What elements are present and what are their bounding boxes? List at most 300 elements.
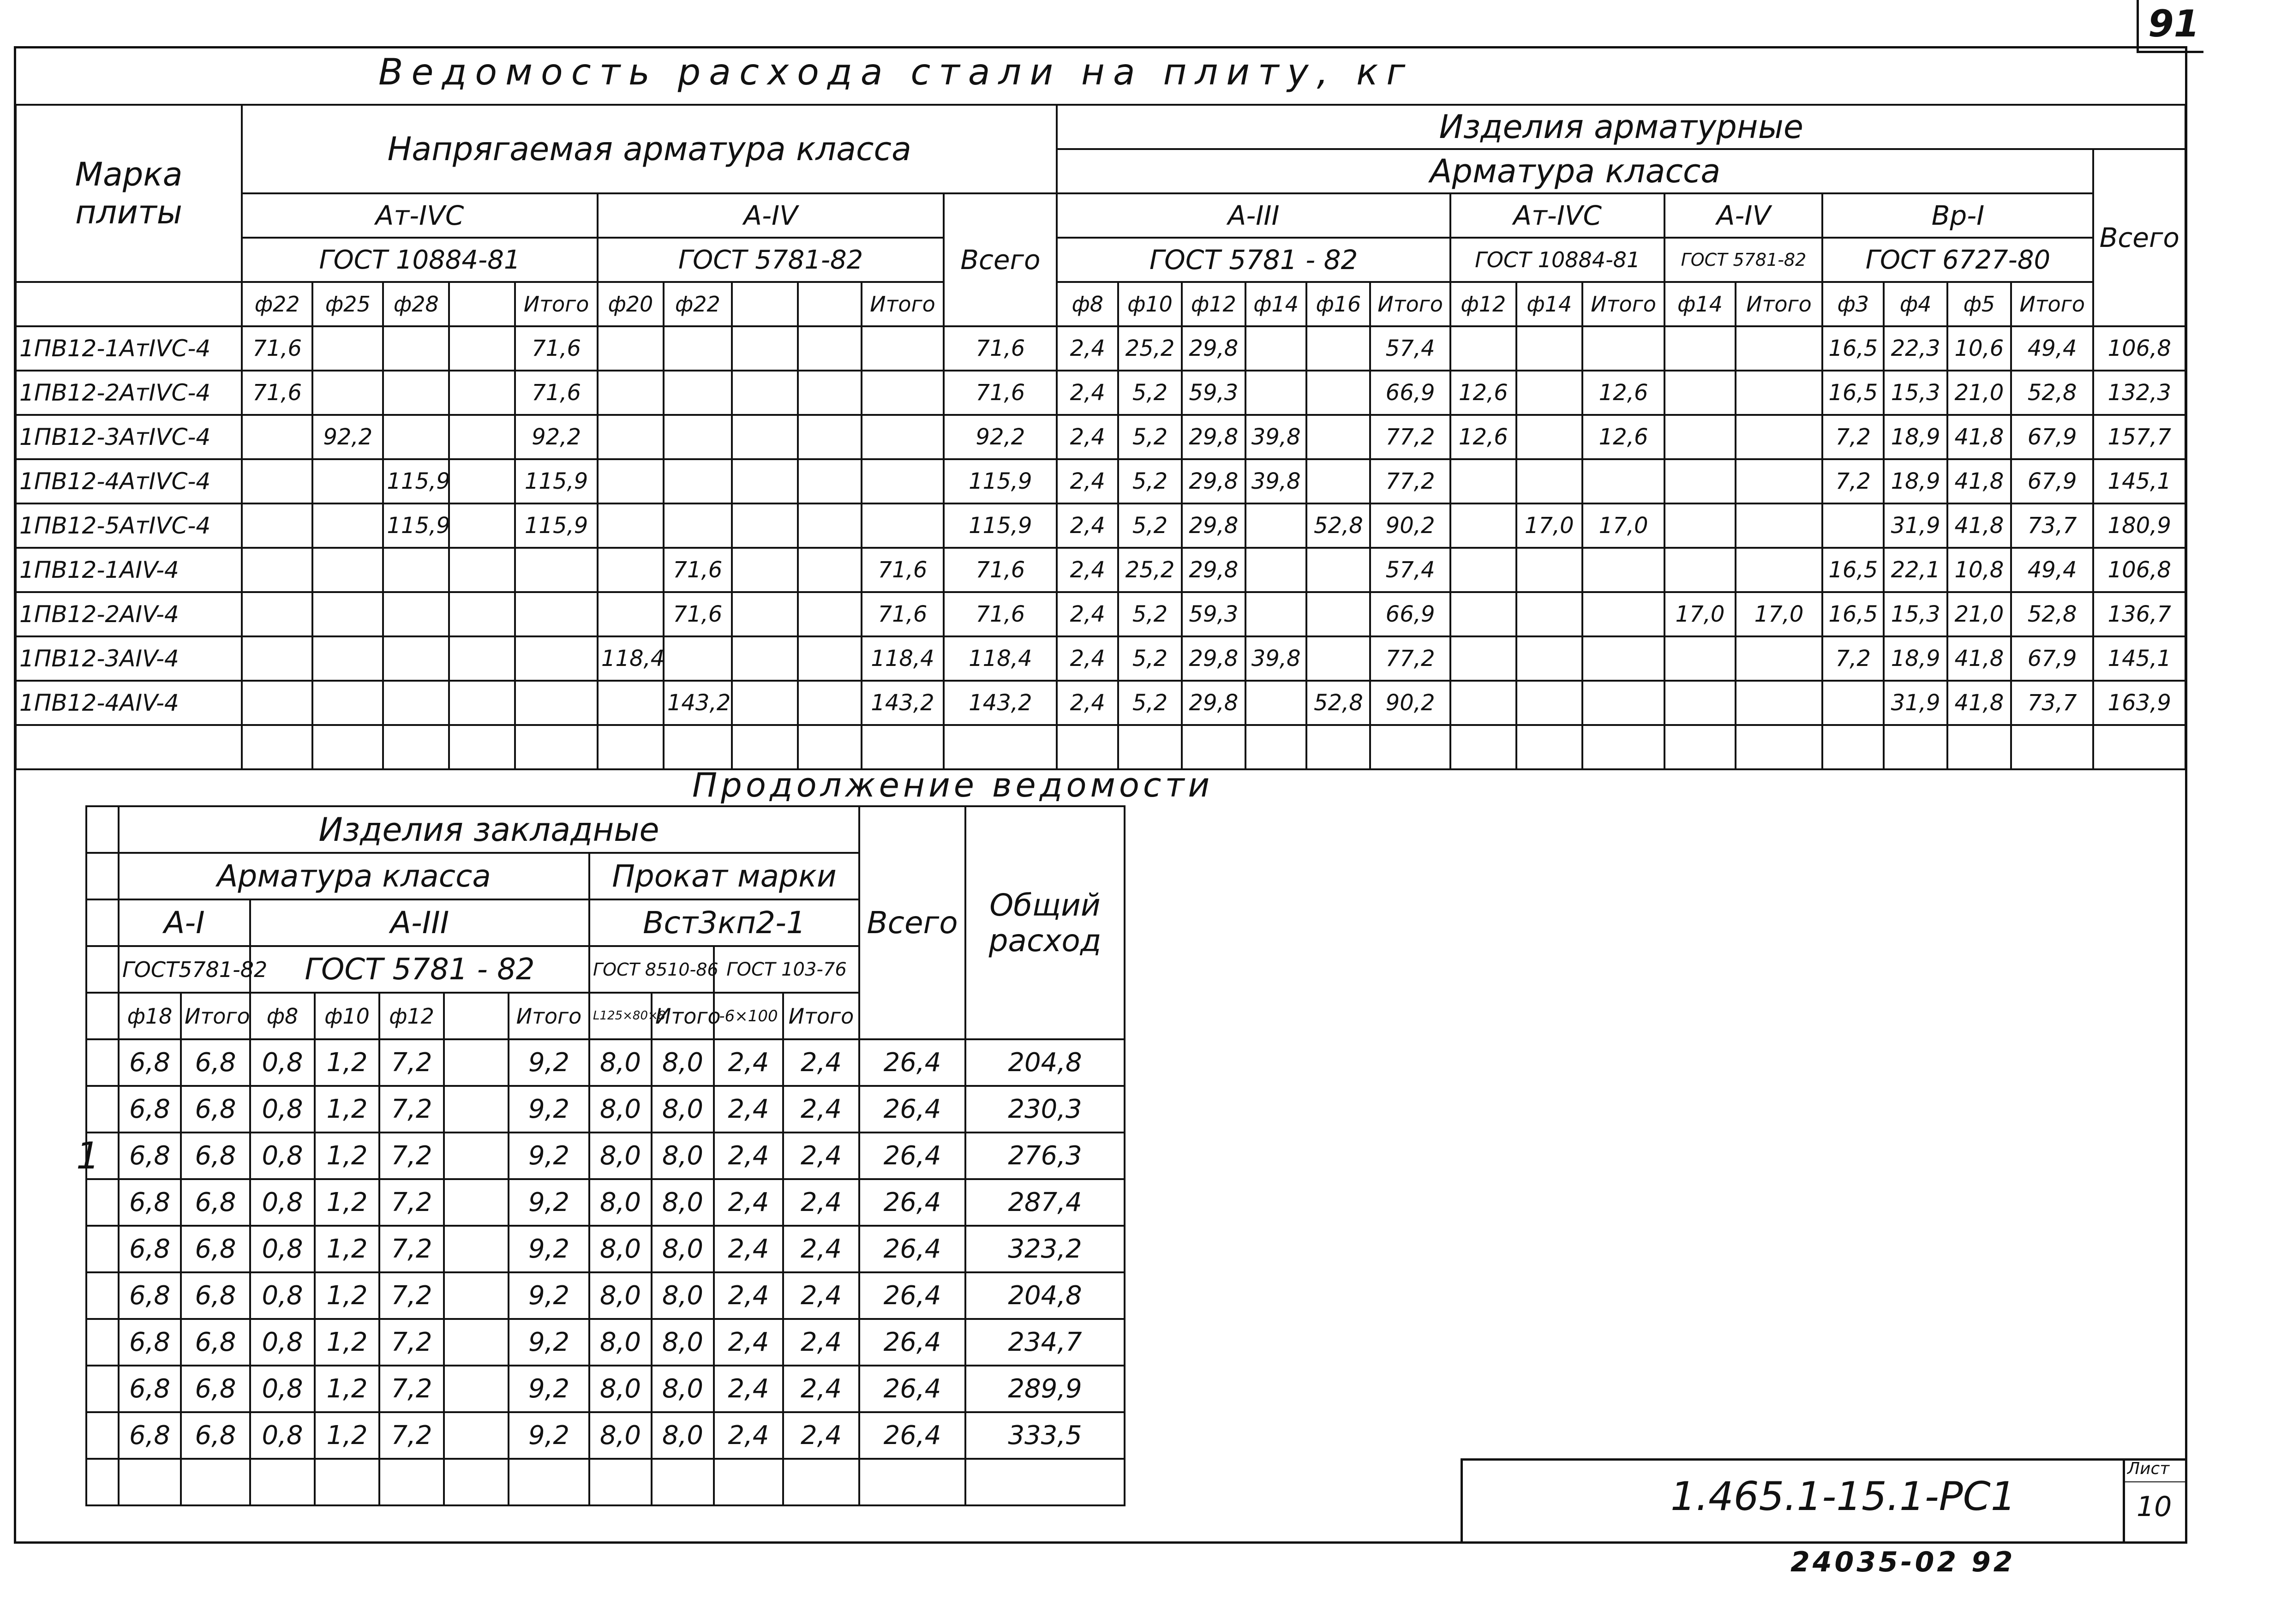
steel-grade: Вст3кп2-1	[589, 899, 859, 946]
table-cell: 29,8	[1182, 503, 1245, 548]
table-cell	[598, 326, 664, 371]
table-cell: 71,6	[664, 548, 732, 592]
table-cell	[449, 681, 515, 725]
table-cell	[732, 548, 798, 592]
empty-cell	[783, 1459, 859, 1505]
table-cell: 9,2	[509, 1226, 589, 1272]
plate-mark-cell: 1ПВ12-2АIV-4	[16, 592, 242, 636]
empty-row	[16, 725, 2185, 769]
cont-margin	[86, 1039, 119, 1086]
table-cell: 8,0	[589, 1226, 652, 1272]
table-cell: 71,6	[944, 371, 1057, 415]
table-row	[16, 681, 2185, 725]
empty-cell	[181, 1459, 250, 1505]
table-cell	[1245, 548, 1307, 592]
table-cell: 8,0	[652, 1039, 714, 1086]
itogo-2: Итого	[862, 282, 944, 326]
table-cell	[1450, 548, 1516, 592]
table-cell: 29,8	[1182, 415, 1245, 459]
table-cell: 118,4	[598, 636, 664, 681]
itogo-4: Итого	[1582, 282, 1665, 326]
table-cell	[1245, 681, 1307, 725]
table-cell	[449, 326, 515, 371]
class-at-ivc-2: Aт-IVC	[1450, 193, 1665, 238]
table-cell: 5,2	[1118, 681, 1182, 725]
table-cell: 17,0	[1736, 592, 1823, 636]
table-cell: 143,2	[944, 681, 1057, 725]
dia-14: ф14	[1245, 282, 1307, 326]
table-cell: 6,8	[181, 1412, 250, 1459]
table-cell	[1245, 371, 1307, 415]
cont-itogo-3: Итого	[652, 993, 714, 1039]
table-cell: 145,1	[2093, 459, 2185, 503]
table-cell	[1516, 326, 1582, 371]
table-cell: 57,4	[1370, 326, 1450, 371]
table-cell: 12,6	[1450, 371, 1516, 415]
table-cell: 7,2	[1822, 636, 1884, 681]
itogo-6: Итого	[2011, 282, 2094, 326]
table-cell: 115,9	[383, 459, 449, 503]
class-at-ivc: Aт-IVC	[242, 193, 598, 238]
dia-22b: ф22	[664, 282, 732, 326]
table-cell: 8,0	[589, 1179, 652, 1226]
table-cell	[732, 681, 798, 725]
table-cell: 2,4	[783, 1412, 859, 1459]
table-cell	[1245, 326, 1307, 371]
table-cell	[1664, 503, 1735, 548]
table-row	[16, 459, 2185, 503]
table-cell: 66,9	[1370, 371, 1450, 415]
cont-margin	[86, 1319, 119, 1366]
table-cell: 6,8	[181, 1226, 250, 1272]
prestressed-total-header: Всего	[944, 193, 1057, 326]
empty-cell	[1664, 725, 1735, 769]
class-bp-i: Bp-I	[1822, 193, 2093, 238]
table-cell: 0,8	[250, 1226, 315, 1272]
empty-cell	[2011, 725, 2094, 769]
table-cell: 2,4	[714, 1179, 783, 1226]
table-cell	[1245, 592, 1307, 636]
table-cell: 22,1	[1884, 548, 1947, 592]
table-cell: 71,6	[944, 326, 1057, 371]
table-cell: 118,4	[944, 636, 1057, 681]
cont-dia-10: ф10	[315, 993, 379, 1039]
empty-cell	[1884, 725, 1947, 769]
gost-5781-82-c: ГОСТ 5781-82	[1664, 238, 1822, 282]
table-cell: 333,5	[965, 1412, 1125, 1459]
empty-cell	[1736, 725, 1823, 769]
table-cell	[1664, 636, 1735, 681]
table-cell: 1,2	[315, 1086, 379, 1133]
table-cell: 71,6	[242, 371, 312, 415]
plate-mark-cell: 1ПВ12-1АтIVC-4	[16, 326, 242, 371]
table-cell	[598, 592, 664, 636]
table-cell: 2,4	[1057, 459, 1118, 503]
table-cell: 41,8	[1947, 681, 2011, 725]
table-cell: 1,2	[315, 1179, 379, 1226]
table-cell: 2,4	[1057, 415, 1118, 459]
table-cell: 29,8	[1182, 548, 1245, 592]
table-cell: 6,8	[119, 1272, 181, 1319]
table-cell	[1736, 415, 1823, 459]
table-cell: 21,0	[1947, 371, 2011, 415]
empty-cell	[315, 1459, 379, 1505]
table-cell: 26,4	[859, 1366, 965, 1412]
table-cell: 12,6	[1450, 415, 1516, 459]
table-cell	[449, 636, 515, 681]
gost-5781-82: ГОСТ 5781-82	[598, 238, 944, 282]
table-cell	[242, 459, 312, 503]
table-cell	[1664, 681, 1735, 725]
table-cell: 323,2	[965, 1226, 1125, 1272]
table-cell	[1516, 681, 1582, 725]
table-row	[16, 592, 2185, 636]
empty-row	[86, 1459, 1125, 1505]
dia-12: ф12	[1182, 282, 1245, 326]
plate-mark-cell: 1ПВ12-4АIV-4	[16, 681, 242, 725]
table-cell: 143,2	[862, 681, 944, 725]
cont-itogo-2: Итого	[509, 993, 589, 1039]
table-cell: 1,2	[315, 1412, 379, 1459]
dia-10: ф10	[1118, 282, 1182, 326]
table-cell	[1516, 636, 1582, 681]
cont-itogo-4: Итого	[783, 993, 859, 1039]
table-cell: 0,8	[250, 1133, 315, 1179]
table-cell	[1582, 459, 1665, 503]
table-cell: 71,6	[515, 326, 598, 371]
table-cell: 2,4	[783, 1366, 859, 1412]
table-cell: 8,0	[652, 1133, 714, 1179]
table-cell	[798, 636, 862, 681]
table-cell: 6,8	[119, 1039, 181, 1086]
table-cell	[383, 548, 449, 592]
table-cell: 115,9	[383, 503, 449, 548]
table-cell: 7,2	[379, 1319, 444, 1366]
table-cell: 8,0	[652, 1226, 714, 1272]
empty-cell	[714, 1459, 783, 1505]
table-cell	[383, 636, 449, 681]
table-cell	[383, 681, 449, 725]
cont-margin	[86, 1366, 119, 1412]
table-cell: 2,4	[1057, 636, 1118, 681]
table-cell: 115,9	[515, 459, 598, 503]
table-row	[86, 1412, 1125, 1459]
table-cell	[312, 326, 383, 371]
table-cell	[1736, 548, 1823, 592]
table-cell	[1245, 503, 1307, 548]
table-cell: 115,9	[515, 503, 598, 548]
table-cell: 1,2	[315, 1039, 379, 1086]
page-title: Ведомость расхода стали на плиту, кг	[378, 52, 1414, 93]
empty-cell	[119, 1459, 181, 1505]
table-cell: 8,0	[652, 1412, 714, 1459]
table-cell: 71,6	[862, 548, 944, 592]
table-cell	[1582, 636, 1665, 681]
table-row	[86, 1086, 1125, 1133]
table-cell: 10,8	[1947, 548, 2011, 592]
table-cell: 0,8	[250, 1366, 315, 1412]
table-cell: 2,4	[714, 1086, 783, 1133]
table-cell	[1736, 636, 1823, 681]
table-cell	[862, 326, 944, 371]
empty-cell	[1822, 725, 1884, 769]
empty-cell	[242, 725, 312, 769]
table-cell: 5,2	[1118, 415, 1182, 459]
table-cell	[383, 592, 449, 636]
table-cell: 230,3	[965, 1086, 1125, 1133]
table-cell: 9,2	[509, 1366, 589, 1412]
table-cell: 2,4	[1057, 548, 1118, 592]
table-cell: 12,6	[1582, 371, 1665, 415]
table-cell: 2,4	[714, 1319, 783, 1366]
itogo-3: Итого	[1370, 282, 1450, 326]
table-cell: 2,4	[783, 1086, 859, 1133]
table-cell	[598, 548, 664, 592]
table-cell: 2,4	[783, 1272, 859, 1319]
table-cell	[444, 1133, 509, 1179]
table-cell: 5,2	[1118, 371, 1182, 415]
dia-3: ф3	[1822, 282, 1884, 326]
table-cell: 204,8	[965, 1272, 1125, 1319]
table-cell: 8,0	[652, 1272, 714, 1319]
table-cell: 6,8	[119, 1133, 181, 1179]
table-cell	[444, 1086, 509, 1133]
empty-cell	[2093, 725, 2185, 769]
table-cell: 2,4	[1057, 326, 1118, 371]
table-row	[16, 415, 2185, 459]
table-cell	[1822, 503, 1884, 548]
table-cell: 276,3	[965, 1133, 1125, 1179]
table-row	[86, 1366, 1125, 1412]
table-cell	[515, 636, 598, 681]
cont-margin	[86, 1272, 119, 1319]
table-cell: 132,3	[2093, 371, 2185, 415]
cont-itogo-1: Итого	[181, 993, 250, 1039]
table-cell: 6,8	[119, 1179, 181, 1226]
top-sheet-number: 91	[2148, 2, 2200, 45]
cont-margin	[86, 1086, 119, 1133]
table-cell	[732, 592, 798, 636]
table-cell: 16,5	[1822, 371, 1884, 415]
table-cell	[732, 326, 798, 371]
table-cell: 29,8	[1182, 459, 1245, 503]
table-cell: 29,8	[1182, 326, 1245, 371]
gost-6727-80: ГОСТ 6727-80	[1822, 238, 2093, 282]
table-row	[16, 503, 2185, 548]
table-cell: 59,3	[1182, 371, 1245, 415]
table-cell	[449, 415, 515, 459]
table-cell: 234,7	[965, 1319, 1125, 1366]
empty-cell	[1947, 725, 2011, 769]
table-cell: 2,4	[783, 1226, 859, 1272]
dia-blank	[732, 282, 798, 326]
table-cell	[312, 459, 383, 503]
sheet-label: Лист	[2127, 1459, 2170, 1478]
table-cell	[664, 636, 732, 681]
cont-margin	[86, 946, 119, 993]
table-cell: 5,2	[1118, 459, 1182, 503]
gost-10884-81: ГОСТ 10884-81	[242, 238, 598, 282]
table-cell: 2,4	[1057, 681, 1118, 725]
dia-8: ф8	[1057, 282, 1118, 326]
table-cell: 17,0	[1516, 503, 1582, 548]
dia-14c: ф14	[1664, 282, 1735, 326]
table-cell: 7,2	[379, 1226, 444, 1272]
table-cell: 25,2	[1118, 326, 1182, 371]
table-cell: 6,8	[119, 1412, 181, 1459]
table-cell: 136,7	[2093, 592, 2185, 636]
dia-28: ф28	[383, 282, 449, 326]
table-cell: 0,8	[250, 1412, 315, 1459]
table-cell: 7,2	[379, 1412, 444, 1459]
table-cell: 9,2	[509, 1039, 589, 1086]
table-cell: 115,9	[944, 459, 1057, 503]
table-cell: 26,4	[859, 1272, 965, 1319]
table-cell: 6,8	[181, 1179, 250, 1226]
table-cell: 90,2	[1370, 681, 1450, 725]
table-cell	[1736, 503, 1823, 548]
table-cell	[664, 415, 732, 459]
table-cell: 8,0	[652, 1366, 714, 1412]
table-cell: 7,2	[379, 1179, 444, 1226]
table-cell	[798, 326, 862, 371]
table-cell: 8,0	[652, 1179, 714, 1226]
empty-cell	[444, 1459, 509, 1505]
cont-dia-18: ф18	[119, 993, 181, 1039]
table-cell	[798, 592, 862, 636]
items-header: Изделия арматурные	[1057, 105, 2185, 149]
items-total-header: Всего	[2093, 149, 2185, 326]
table-cell: 7,2	[379, 1086, 444, 1133]
table-cell	[1664, 459, 1735, 503]
table-cell: 5,2	[1118, 503, 1182, 548]
table-cell: 6,8	[181, 1272, 250, 1319]
table-row	[86, 1272, 1125, 1319]
table-cell: 1,2	[315, 1226, 379, 1272]
table-cell	[1306, 371, 1370, 415]
table-cell: 17,0	[1582, 503, 1665, 548]
table-cell: 2,4	[714, 1039, 783, 1086]
table-cell	[798, 548, 862, 592]
table-cell: 18,9	[1884, 636, 1947, 681]
table-cell: 71,6	[242, 326, 312, 371]
table-cell	[798, 415, 862, 459]
table-cell	[1822, 681, 1884, 725]
table-cell	[1516, 459, 1582, 503]
table-cell	[449, 371, 515, 415]
table-cell	[798, 681, 862, 725]
table-cell: 15,3	[1884, 592, 1947, 636]
table-cell: 143,2	[664, 681, 732, 725]
rebar-class-header: Арматура класса	[1057, 149, 2093, 193]
gost-8510-86: ГОСТ 8510-86	[589, 946, 714, 993]
table-cell	[449, 503, 515, 548]
table-cell	[444, 1319, 509, 1366]
doc-code: 1.465.1-15.1-PC1	[1670, 1474, 2016, 1520]
table-cell: 26,4	[859, 1319, 965, 1366]
gost-10884-81-b: ГОСТ 10884-81	[1450, 238, 1665, 282]
table-cell	[444, 1226, 509, 1272]
table-cell: 15,3	[1884, 371, 1947, 415]
table-cell	[1450, 503, 1516, 548]
table-cell: 52,8	[1306, 503, 1370, 548]
table-cell: 2,4	[714, 1133, 783, 1179]
table-cell	[1450, 681, 1516, 725]
table-cell	[1306, 326, 1370, 371]
table-cell	[1450, 459, 1516, 503]
table-cell: 6,8	[181, 1366, 250, 1412]
table-cell: 26,4	[859, 1133, 965, 1179]
table-cell	[598, 681, 664, 725]
table-cell	[1582, 592, 1665, 636]
table-cell	[515, 681, 598, 725]
angle-profile: L125×80×8	[589, 993, 652, 1039]
table-cell: 0,8	[250, 1039, 315, 1086]
table-cell: 2,4	[783, 1319, 859, 1366]
table-cell: 2,4	[714, 1366, 783, 1412]
table-cell	[444, 1366, 509, 1412]
table-cell: 7,2	[379, 1272, 444, 1319]
table-cell	[1736, 326, 1823, 371]
table-cell: 31,9	[1884, 681, 1947, 725]
table-cell: 49,4	[2011, 548, 2094, 592]
table-cell	[1516, 548, 1582, 592]
table-cell	[444, 1179, 509, 1226]
table-cell: 26,4	[859, 1086, 965, 1133]
table-cell	[1664, 371, 1735, 415]
table-cell: 1,2	[315, 1319, 379, 1366]
dia-16: ф16	[1306, 282, 1370, 326]
table-cell	[312, 371, 383, 415]
table-row	[16, 636, 2185, 681]
table-cell	[732, 459, 798, 503]
empty-cell	[1370, 725, 1450, 769]
empty-cell	[379, 1459, 444, 1505]
table-cell: 8,0	[589, 1272, 652, 1319]
dia-14b: ф14	[1516, 282, 1582, 326]
empty-cell	[798, 725, 862, 769]
table-cell: 52,8	[1306, 681, 1370, 725]
cont-margin	[86, 853, 119, 899]
table-cell	[798, 459, 862, 503]
table-cell: 1,2	[315, 1133, 379, 1179]
main-steel-table	[15, 104, 2186, 770]
gost-103-76: ГОСТ 103-76	[714, 946, 859, 993]
table-cell	[862, 503, 944, 548]
table-cell: 71,6	[862, 592, 944, 636]
empty-cell	[86, 1459, 119, 1505]
plate-mark-cell: 1ПВ12-5АтIVC-4	[16, 503, 242, 548]
table-cell	[1516, 371, 1582, 415]
table-cell: 2,4	[783, 1133, 859, 1179]
cont-class-a-i: A-I	[119, 899, 250, 946]
table-cell: 1,2	[315, 1272, 379, 1319]
overall-header: Общий расход	[965, 806, 1125, 1039]
table-cell: 8,0	[652, 1319, 714, 1366]
table-cell: 77,2	[1370, 459, 1450, 503]
table-cell	[383, 415, 449, 459]
table-cell	[1516, 415, 1582, 459]
table-row	[16, 326, 2185, 371]
table-cell: 25,2	[1118, 548, 1182, 592]
table-cell	[798, 371, 862, 415]
table-cell	[515, 592, 598, 636]
empty-cell	[732, 725, 798, 769]
dia-blank	[798, 282, 862, 326]
empty-cell	[652, 1459, 714, 1505]
table-cell: 10,6	[1947, 326, 2011, 371]
table-cell	[1736, 371, 1823, 415]
